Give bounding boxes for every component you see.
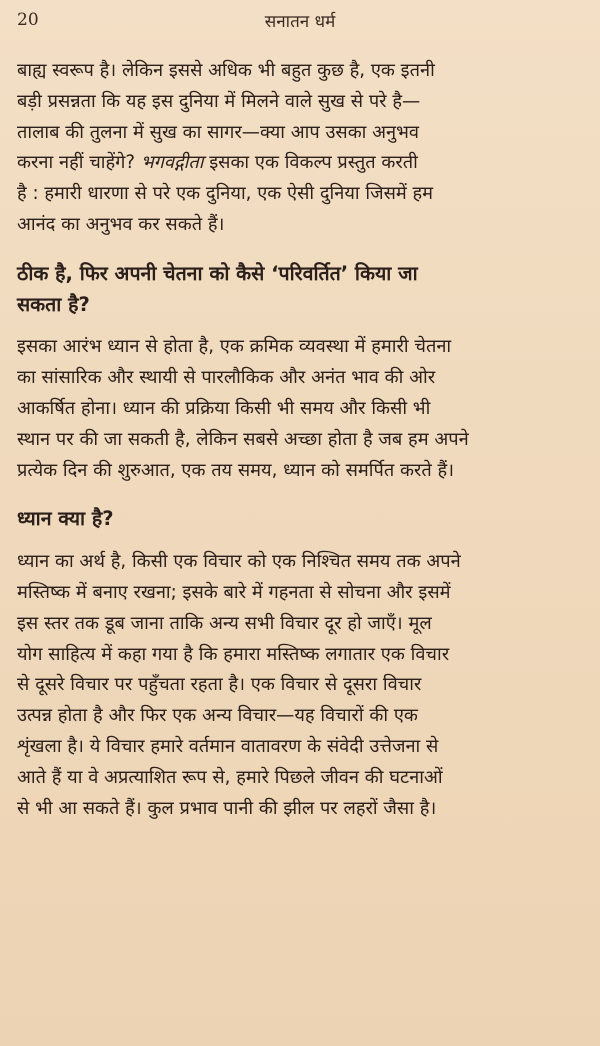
- text-line: इस स्तर तक डूब जाना ताकि अन्य सभी विचार दूर हो जाएँ। मूल: [17, 612, 432, 634]
- heading-line: ध्यान क्या है?: [17, 507, 114, 531]
- text-line: आकर्षित होना। ध्यान की प्रक्रिया किसी भी समय और किसी भी: [17, 397, 431, 419]
- page-header: [17, 6, 583, 36]
- section-heading-transform-consciousness: [17, 259, 588, 321]
- page-body: [17, 56, 588, 824]
- text-line: तालाब की तुलना में सुख का सागर—क्या आप उसका अनुभव: [17, 121, 420, 143]
- text-line: का सांसारिक और स्थायी से पारलौकिक और अनंत भाव की ओर: [17, 367, 436, 389]
- heading-line: सकता है?: [17, 292, 90, 316]
- paragraph-1: [17, 56, 588, 241]
- text-line: इसका आरंभ ध्यान से होता है, एक क्रमिक व्यवस्था में हमारी चेतना: [17, 336, 452, 358]
- text-line: बड़ी प्रसन्नता कि यह इस दुनिया में मिलने वाले सुख से परे है—: [17, 90, 421, 112]
- paragraph-3: [17, 547, 588, 824]
- section-heading-what-is-meditation: [17, 504, 588, 535]
- page-number: 20: [17, 10, 39, 30]
- text-line: आते हैं या वे अप्रत्याशित रूप से, हमारे पिछले जीवन की घटनाओं: [17, 766, 443, 788]
- text-line: बाह्य स्वरूप है। लेकिन इससे अधिक भी बहुत कुछ है, एक इतनी: [17, 60, 435, 81]
- text-line: [17, 148, 588, 179]
- text-line: मस्तिष्क में बनाए रखना; इसके बारे में गहनता से सोचना और इसमें: [17, 581, 451, 603]
- text-line: योग साहित्य में कहा गया है कि हमारा मस्तिष्क लगातार एक विचार: [17, 643, 450, 665]
- running-title: सनातन धर्म: [264, 12, 336, 32]
- text-line: ध्यान का अर्थ है, किसी एक विचार को एक निश्चित समय तक अपने: [17, 551, 461, 573]
- text-line: से भी आ सकते हैं। कुल प्रभाव पानी की झील पर लहरों जैसा है।: [17, 797, 437, 819]
- text-segment: इसका एक विकल्प प्रस्तुत करती: [203, 152, 418, 174]
- text-segment: करना नहीं चाहेंगे?: [17, 152, 141, 174]
- text-line: प्रत्येक दिन की शुरुआत, एक तय समय, ध्यान को समर्पित करते हैं।: [17, 459, 455, 481]
- paragraph-2: [17, 332, 588, 486]
- text-line: आनंद का अनुभव कर सकते हैं।: [17, 213, 225, 235]
- book-title-italic: भगवद्गीता: [140, 152, 204, 174]
- text-line: है : हमारी धारणा से परे एक दुनिया, एक ऐसी दुनिया जिसमें हम: [17, 183, 434, 205]
- text-line: से दूसरे विचार पर पहुँचता रहता है। एक विचार से दूसरा विचार: [17, 674, 422, 696]
- text-line: उत्पन्न होता है और फिर एक अन्य विचार—यह विचारों की एक: [17, 705, 418, 727]
- text-line: स्थान पर की जा सकती है, लेकिन सबसे अच्छा होता है जब हम अपने: [17, 428, 469, 450]
- text-line: शृंखला है। ये विचार हमारे वर्तमान वातावरण के संवेदी उत्तेजना से: [17, 735, 439, 757]
- heading-line: ठीक है, फिर अपनी चेतना को कैसे ‘परिवर्तित’ किया जा: [17, 261, 418, 285]
